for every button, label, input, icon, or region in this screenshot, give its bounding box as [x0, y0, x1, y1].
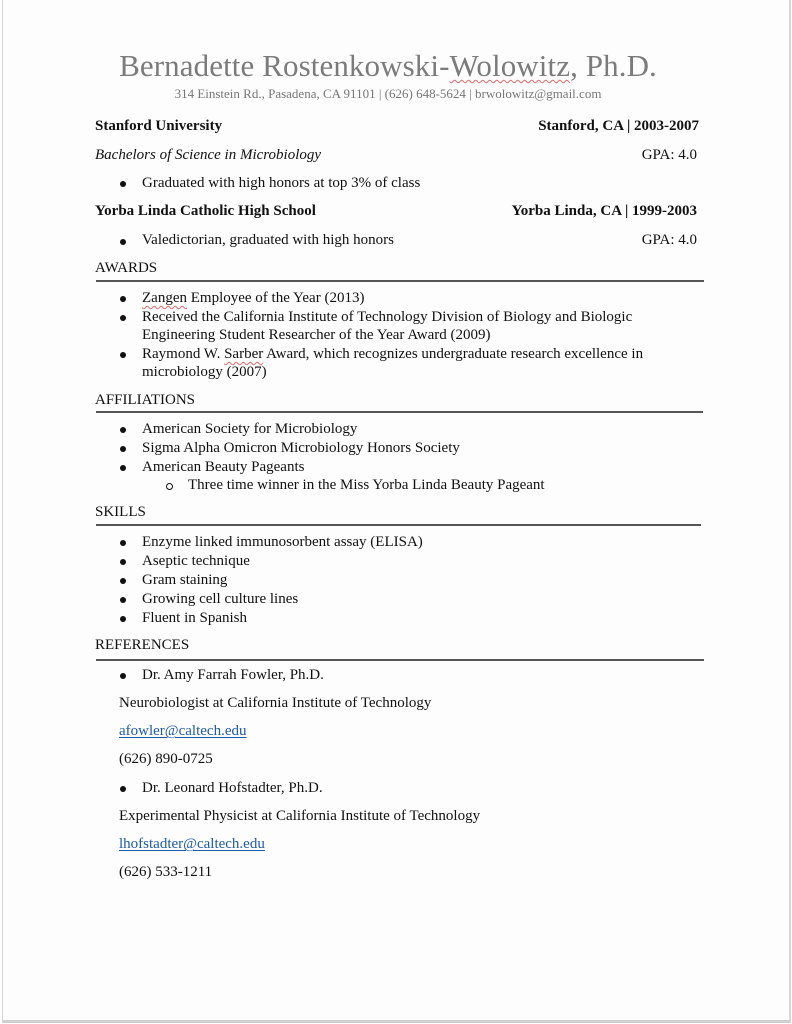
bullet-icon — [120, 559, 126, 565]
bullet-icon — [120, 616, 126, 622]
reference-email-link[interactable]: afowler@caltech.edu — [119, 723, 247, 739]
bullet-icon — [120, 540, 126, 546]
list-item: Raymond W. Sarber Award, which recognizes undergraduate research excellence in — [142, 346, 644, 362]
resume-page — [2, 0, 791, 1023]
gpa: GPA: 4.0 — [641, 232, 697, 248]
resume-name: Bernadette Rostenkowski-Wolowitz, Ph.D. — [119, 48, 657, 83]
reference-position: Experimental Physicist at California Institute of Technology — [119, 808, 481, 824]
section-divider — [96, 411, 703, 413]
list-item: Sigma Alpha Omicron Microbiology Honors Society — [142, 440, 460, 456]
list-item: Growing cell culture lines — [142, 591, 299, 607]
list-item: American Society for Microbiology — [142, 421, 358, 437]
section-divider — [96, 280, 704, 282]
reference-phone: (626) 533-1211 — [119, 864, 213, 880]
list-item-continuation: Engineering Student Researcher of the Year Award (2009) — [142, 327, 491, 343]
section-title-awards: AWARDS — [95, 260, 158, 276]
bullet-icon — [120, 597, 126, 603]
bullet-icon — [120, 446, 126, 452]
list-item-continuation: microbiology (2007) — [142, 364, 267, 380]
bullet-icon — [120, 578, 126, 584]
bullet-icon — [120, 352, 126, 358]
reference-position: Neurobiologist at California Institute of Technology — [119, 695, 432, 711]
list-item: Zangen Employee of the Year (2013) — [142, 290, 365, 306]
section-title-skills: SKILLS — [95, 504, 146, 520]
bullet-icon — [120, 427, 126, 433]
list-item: Valedictorian, graduated with high honors — [142, 232, 395, 248]
reference-name: Dr. Leonard Hofstadter, Ph.D. — [142, 780, 323, 796]
school-location-dates: Yorba Linda, CA | 1999-2003 — [511, 203, 697, 219]
bullet-icon — [120, 673, 126, 679]
list-item: Received the California Institute of Technology Division of Biology and Biologic — [142, 309, 633, 325]
school-name: Stanford University — [95, 118, 223, 134]
spellcheck-flagged-word[interactable]: Wolowitz — [449, 48, 571, 83]
bullet-icon — [120, 315, 126, 321]
section-divider — [96, 659, 704, 661]
list-item: Gram staining — [142, 572, 228, 588]
degree: Bachelors of Science in Microbiology — [95, 147, 322, 163]
bullet-icon — [120, 465, 126, 471]
school-location-dates: Stanford, CA | 2003-2007 — [538, 118, 699, 134]
gpa: GPA: 4.0 — [641, 147, 697, 163]
section-title-affiliations: AFFILIATIONS — [95, 392, 196, 408]
bullet-icon — [120, 239, 126, 245]
bullet-icon — [120, 296, 126, 302]
reference-email-link[interactable]: lhofstadter@caltech.edu — [119, 836, 265, 852]
bullet-icon — [120, 181, 126, 187]
list-item: Enzyme linked immunosorbent assay (ELISA) — [142, 534, 423, 550]
section-divider — [96, 524, 701, 526]
reference-phone: (626) 890-0725 — [119, 751, 213, 767]
spellcheck-flagged-word[interactable]: Sarber — [224, 346, 264, 362]
list-item: American Beauty Pageants — [142, 459, 305, 475]
school-name: Yorba Linda Catholic High School — [95, 203, 316, 219]
list-item: Graduated with high honors at top 3% of class — [142, 175, 421, 191]
list-item: Aseptic technique — [142, 553, 250, 569]
list-item: Fluent in Spanish — [142, 610, 248, 626]
contact-line: 314 Einstein Rd., Pasadena, CA 91101 | (626) 648-5624 | brwolowitz@gmail.com — [174, 86, 602, 101]
spellcheck-flagged-word[interactable]: Zangen — [142, 290, 187, 306]
reference-name: Dr. Amy Farrah Fowler, Ph.D. — [142, 667, 324, 683]
section-title-references: REFERENCES — [95, 637, 190, 653]
sub-bullet-circle-icon — [166, 483, 173, 490]
sub-list-item: Three time winner in the Miss Yorba Linda Beauty Pageant — [188, 477, 545, 493]
bullet-icon — [120, 786, 126, 792]
